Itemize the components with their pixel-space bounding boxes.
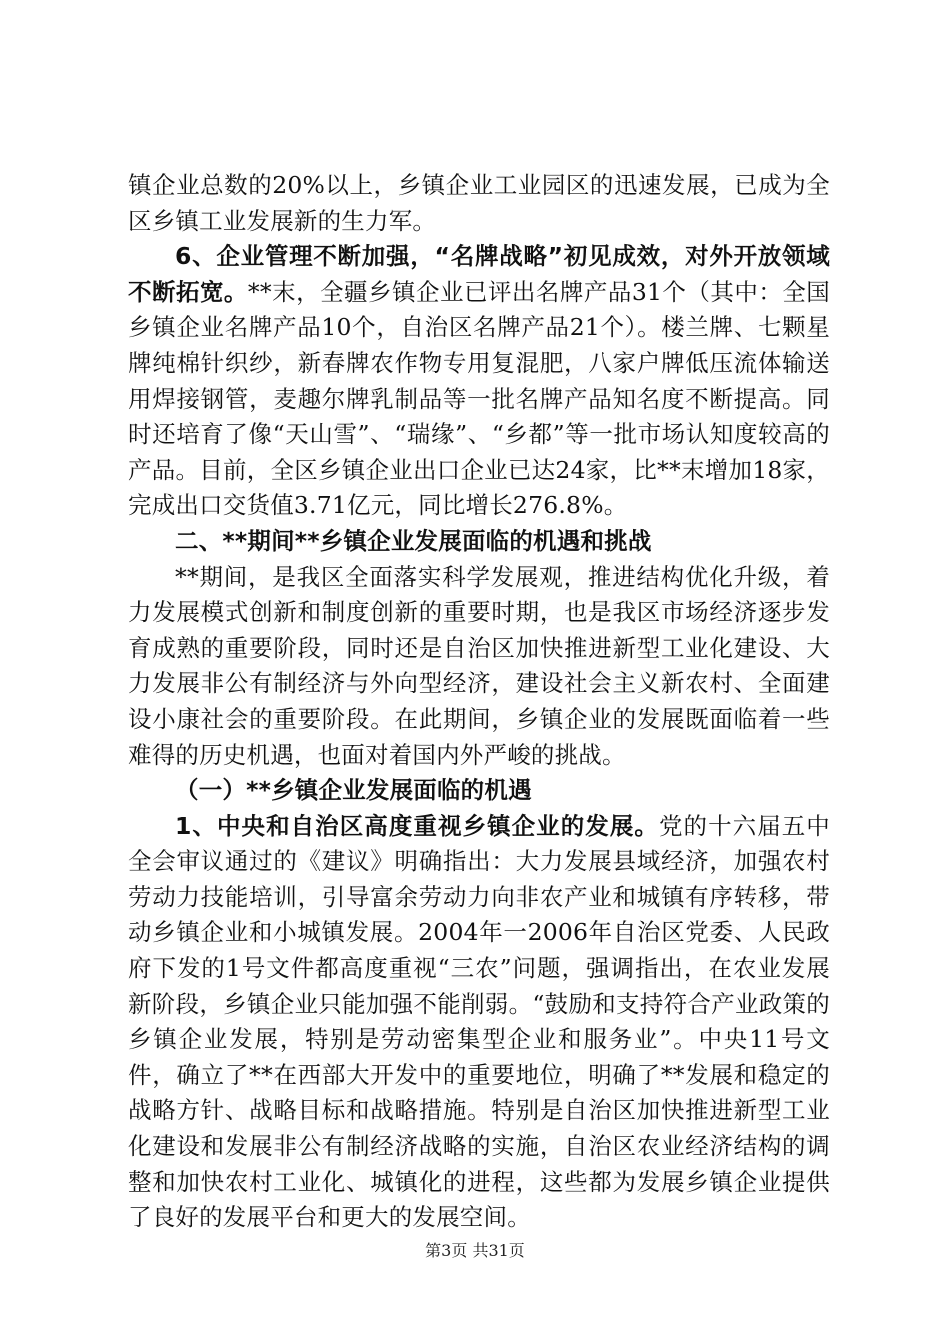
paragraph-1-lead: 1、中央和自治区高度重视乡镇企业的发展。 bbox=[175, 811, 659, 840]
continued-paragraph-text: 镇企业总数的20%以上，乡镇企业工业园区的迅速发展，已成为全区乡镇工业发展新的生力军。 bbox=[128, 171, 830, 235]
period-paragraph bbox=[128, 560, 830, 774]
paragraph-1-text: 党的十六届五中全会审议通过的《建议》明确指出：大力发展县域经济，加强农村劳动力技能培训，引导富余劳动力向非农产业和城镇有序转移，带动乡镇企业和小城镇发展。2004年一2006年自治区党委、人民政府下发的1号文件都高度重视“三农”问题，强调指出，在农业发展新阶段，乡镇企业只能加强不能削弱。“鼓励和支持符合产业政策的乡镇企业发展，特别是劳动密集型企业和服务业”。中央11号文件，确立了**在西部大开发中的重要地位，明确了**发展和稳定的战略方针、战略目标和战略措施。特别是自治区加快推进新型工业化建设和发展非公有制经济战略的实施，自治区农业经济结构的调整和加快农村工业化、城镇化的进程，这些都为发展乡镇企业提供了良好的发展平台和更大的发展空间。 bbox=[128, 811, 830, 1232]
subsection-heading-1: （一）**乡镇企业发展面临的机遇 bbox=[175, 776, 532, 805]
page-footer: 第3页 共31页 bbox=[425, 1241, 525, 1260]
document-body bbox=[128, 168, 830, 1236]
period-paragraph-text: **期间，是我区全面落实科学发展观，推进结构优化升级，着力发展模式创新和制度创新的重要时期，也是我区市场经济逐步发育成熟的重要阶段，同时还是自治区加快推进新型工业化建设、大力发展非公有制经济与外向型经济，建设社会主义新农村、全面建设小康社会的重要阶段。在此期间，乡镇企业的发展既面临着一些难得的历史机遇，也面对着国内外严峻的挑战。 bbox=[128, 562, 830, 769]
paragraph-1 bbox=[128, 809, 830, 1236]
paragraph-6-lead: 6、企业管理不断加强，“名牌战略”初见成效，对外开放领域不断拓宽。 bbox=[128, 242, 830, 306]
paragraph-6 bbox=[128, 239, 830, 524]
continued-paragraph bbox=[128, 168, 830, 239]
paragraph-6-text: **末，全疆乡镇企业已评出名牌产品31个（其中：全国乡镇企业名牌产品10个，自治区名牌产品21个）。楼兰牌、七颗星牌纯棉针织纱，新春牌农作物专用复混肥，八家户牌低压流体输送用焊接钢管，麦趣尔牌乳制品等一批名牌产品知名度不断提高。同时还培育了像“天山雪”、“瑞缘”、“乡都”等一批市场认知度较高的产品。目前，全区乡镇企业出口企业已达24家，比**末增加18家，完成出口交货值3.71亿元，同比增长276.8%。 bbox=[128, 277, 831, 520]
section-heading-2: 二、**期间**乡镇企业发展面临的机遇和挑战 bbox=[175, 526, 652, 555]
